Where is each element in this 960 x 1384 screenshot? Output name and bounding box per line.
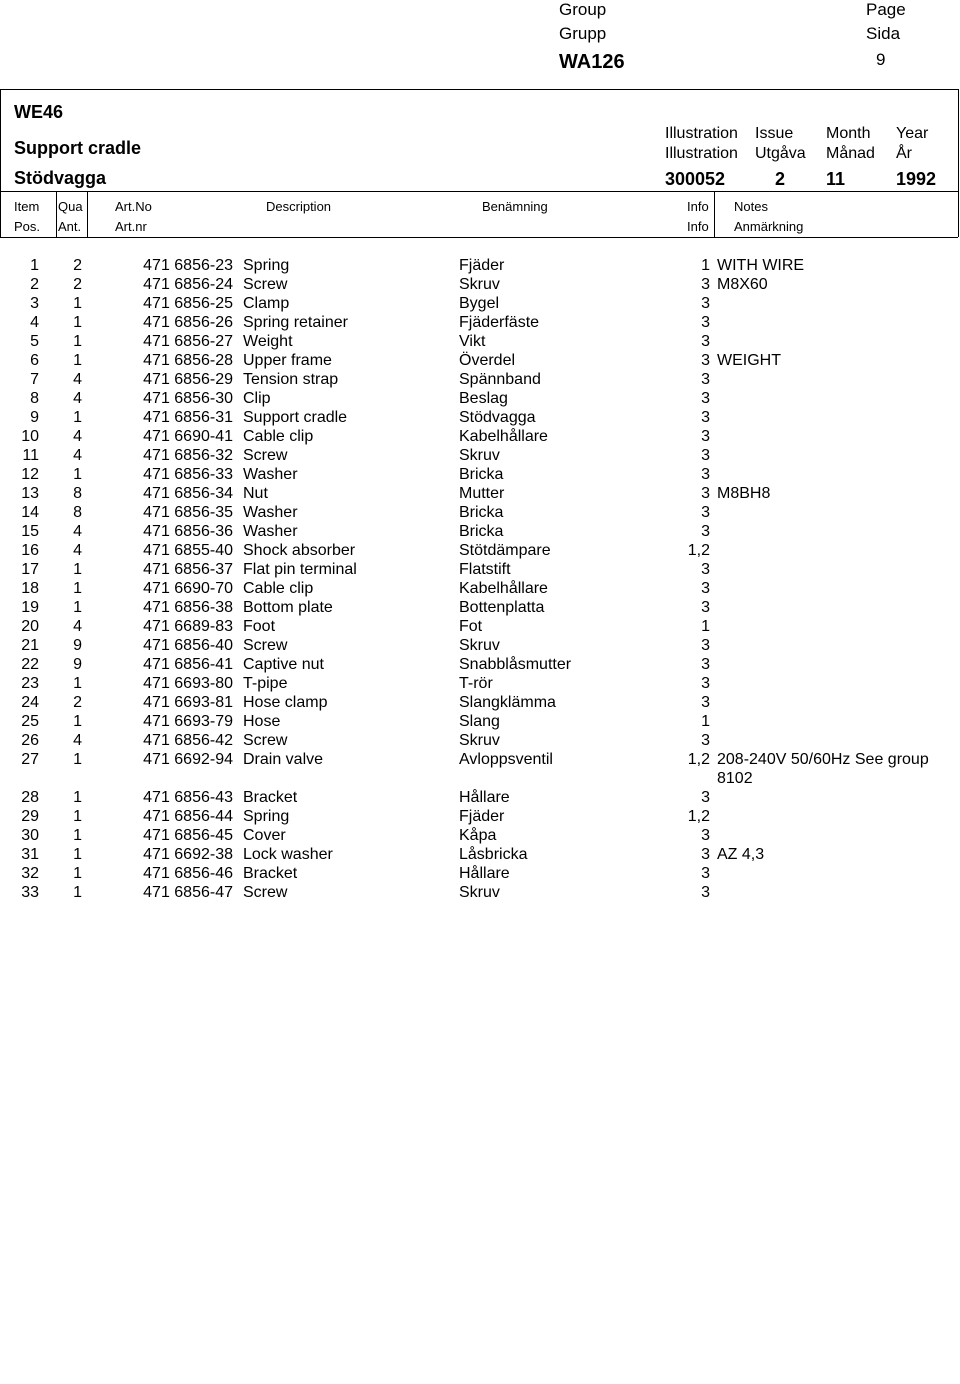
info: 3 xyxy=(701,561,710,578)
article-number: 471 6690-41 xyxy=(143,428,233,445)
description: Bracket xyxy=(243,788,298,806)
quantity: 1 xyxy=(73,826,82,844)
description: Clip xyxy=(243,390,271,407)
benamning: Skruv xyxy=(459,637,500,654)
benamning: Bottenplatta xyxy=(459,599,545,616)
article-number: 471 6856-34 xyxy=(143,485,233,502)
group-label-sv: Grupp xyxy=(559,24,607,43)
info: 1,2 xyxy=(687,807,710,825)
info: 3 xyxy=(701,295,710,312)
item-number: 6 xyxy=(30,352,39,369)
article-number: 471 6856-42 xyxy=(143,732,233,749)
issue-value: 2 xyxy=(775,169,786,189)
year-label-en: Year xyxy=(896,125,929,142)
quantity: 1 xyxy=(73,675,82,692)
item-number: 5 xyxy=(30,333,39,350)
description: Bottom plate xyxy=(243,599,333,616)
block-title-en: Support cradle xyxy=(14,138,142,158)
item-number: 25 xyxy=(21,713,39,730)
article-number: 471 6856-31 xyxy=(143,409,233,426)
note: M8BH8 xyxy=(717,485,771,502)
col-qty-en: Qua xyxy=(58,199,83,214)
info: 3 xyxy=(701,883,710,901)
item-number: 24 xyxy=(21,694,39,711)
description: Lock washer xyxy=(243,845,333,863)
benamning: Spännband xyxy=(459,371,541,388)
item-number: 19 xyxy=(21,599,39,616)
table-row xyxy=(0,256,960,275)
page-label-en: Page xyxy=(866,0,906,19)
table-row xyxy=(0,541,960,560)
item-number: 17 xyxy=(21,561,39,578)
benamning: Fjäderfäste xyxy=(459,314,540,331)
table-row xyxy=(0,693,960,712)
benamning: Skruv xyxy=(459,276,500,293)
quantity: 4 xyxy=(73,447,82,464)
col-item-sv: Pos. xyxy=(14,219,41,234)
article-number: 471 6856-28 xyxy=(143,352,233,369)
description: Screw xyxy=(243,732,288,749)
note: 208-240V 50/60Hz See group 8102 xyxy=(717,751,929,787)
item-number: 28 xyxy=(21,788,39,806)
table-row xyxy=(0,446,960,465)
description: Foot xyxy=(243,618,276,635)
description: Clamp xyxy=(243,295,290,312)
table-row xyxy=(0,731,960,750)
item-number: 31 xyxy=(21,845,39,863)
table-row xyxy=(0,275,960,294)
month-value: 11 xyxy=(826,169,846,189)
benamning: Kabelhållare xyxy=(459,428,548,445)
benamning: Bygel xyxy=(459,295,500,312)
quantity: 4 xyxy=(73,428,82,445)
article-number: 471 6856-23 xyxy=(143,257,233,274)
item-number: 10 xyxy=(21,428,39,445)
benamning: Slangklämma xyxy=(459,694,556,711)
article-number: 471 6856-32 xyxy=(143,447,233,464)
description: Weight xyxy=(243,333,293,350)
info: 3 xyxy=(701,864,710,882)
info: 3 xyxy=(701,656,710,673)
description: Flat pin terminal xyxy=(243,561,357,578)
description: Upper frame xyxy=(243,352,332,369)
quantity: 9 xyxy=(73,656,82,673)
article-number: 471 6856-37 xyxy=(143,561,233,578)
table-row xyxy=(0,465,960,484)
issue-label-sv: Utgåva xyxy=(755,145,806,162)
description: Drain valve xyxy=(243,751,324,768)
article-number: 471 6856-47 xyxy=(143,883,233,901)
quantity: 4 xyxy=(73,618,82,635)
illustration-value: 300052 xyxy=(665,169,726,189)
benamning: Bricka xyxy=(459,466,504,483)
table-row xyxy=(0,313,960,332)
description: Shock absorber xyxy=(243,542,356,559)
quantity: 1 xyxy=(73,713,82,730)
note: WEIGHT xyxy=(717,352,781,369)
table-row xyxy=(0,598,960,617)
article-number: 471 6855-40 xyxy=(143,542,233,559)
year-value: 1992 xyxy=(896,169,937,189)
info: 3 xyxy=(701,352,710,369)
table-row xyxy=(0,503,960,522)
note: AZ 4,3 xyxy=(717,845,765,863)
item-number: 26 xyxy=(21,732,39,749)
item-number: 33 xyxy=(21,883,39,901)
item-number: 11 xyxy=(22,447,39,464)
quantity: 2 xyxy=(73,257,82,274)
quantity: 2 xyxy=(73,694,82,711)
quantity: 1 xyxy=(73,883,82,901)
article-number: 471 6856-44 xyxy=(143,807,233,825)
info: 3 xyxy=(701,826,710,844)
note: WITH WIRE xyxy=(717,257,805,274)
col-divider-notes xyxy=(714,191,715,237)
description: Screw xyxy=(243,276,288,293)
table-row xyxy=(0,560,960,579)
table-row xyxy=(0,826,960,845)
article-number: 471 6856-43 xyxy=(143,788,233,806)
illustration-label-sv: Illustration xyxy=(665,145,738,162)
article-number: 471 6856-25 xyxy=(143,295,233,312)
item-number: 8 xyxy=(30,390,39,407)
benamning: Hållare xyxy=(459,788,510,806)
item-number: 27 xyxy=(21,751,39,768)
benamning: Kabelhållare xyxy=(459,580,548,597)
article-number: 471 6693-80 xyxy=(143,675,233,692)
benamning: Slang xyxy=(459,713,500,730)
table-row xyxy=(0,294,960,313)
article-number: 471 6692-38 xyxy=(143,845,233,863)
month-label-en: Month xyxy=(826,125,871,142)
header-top-rule xyxy=(0,89,958,90)
quantity: 1 xyxy=(73,295,82,312)
parts-table xyxy=(0,256,960,902)
info: 3 xyxy=(701,675,710,692)
article-number: 471 6693-81 xyxy=(143,694,233,711)
table-row xyxy=(0,750,960,788)
header-mid-rule xyxy=(0,191,958,192)
description: Tension strap xyxy=(243,371,339,388)
description: Hose xyxy=(243,713,281,730)
info: 3 xyxy=(701,333,710,350)
description: Spring xyxy=(243,257,290,274)
col-notes-sv: Anmärkning xyxy=(734,219,804,234)
info: 3 xyxy=(701,466,710,483)
block-title-sv: Stödvagga xyxy=(14,168,107,188)
quantity: 9 xyxy=(73,637,82,654)
benamning: Fjäder xyxy=(459,257,505,274)
col-art-en: Art.No xyxy=(115,199,152,214)
benamning: Bricka xyxy=(459,504,504,521)
article-number: 471 6856-45 xyxy=(143,826,233,844)
description: Screw xyxy=(243,883,288,901)
page-label-sv: Sida xyxy=(866,24,901,43)
description: T-pipe xyxy=(243,675,288,692)
table-row xyxy=(0,370,960,389)
item-number: 4 xyxy=(30,314,39,331)
benamning: Skruv xyxy=(459,732,500,749)
benamning: Flatstift xyxy=(459,561,511,578)
info: 3 xyxy=(701,428,710,445)
table-row xyxy=(0,427,960,446)
info: 3 xyxy=(701,409,710,426)
item-number: 15 xyxy=(21,523,39,540)
quantity: 1 xyxy=(73,864,82,882)
item-number: 3 xyxy=(30,295,39,312)
benamning: Snabblåsmutter xyxy=(459,656,572,673)
article-number: 471 6693-79 xyxy=(143,713,233,730)
description: Cable clip xyxy=(243,580,314,597)
article-number: 471 6856-40 xyxy=(143,637,233,654)
description: Washer xyxy=(243,466,298,483)
description: Hose clamp xyxy=(243,694,328,711)
item-number: 7 xyxy=(30,371,39,388)
description: Support cradle xyxy=(243,409,348,426)
col-notes-en: Notes xyxy=(734,199,768,214)
col-divider-art xyxy=(87,191,88,237)
col-info-sv: Info xyxy=(687,219,709,234)
table-row xyxy=(0,864,960,883)
table-row xyxy=(0,522,960,541)
benamning: Fjäder xyxy=(459,807,505,825)
quantity: 1 xyxy=(73,561,82,578)
description: Spring retainer xyxy=(243,314,348,331)
info: 3 xyxy=(701,637,710,654)
quantity: 1 xyxy=(73,466,82,483)
quantity: 8 xyxy=(73,504,82,521)
description: Captive nut xyxy=(243,656,324,673)
quantity: 1 xyxy=(73,352,82,369)
table-row xyxy=(0,389,960,408)
benamning: Stödvagga xyxy=(459,409,536,426)
benamning: Mutter xyxy=(459,485,505,502)
info: 3 xyxy=(701,276,710,293)
info: 3 xyxy=(701,845,710,863)
page-value: 9 xyxy=(876,50,886,69)
benamning: Skruv xyxy=(459,883,500,901)
group-label-en: Group xyxy=(559,0,607,19)
benamning: Överdel xyxy=(459,352,516,369)
article-number: 471 6856-46 xyxy=(143,864,233,882)
table-row xyxy=(0,408,960,427)
article-number: 471 6856-27 xyxy=(143,333,233,350)
item-number: 14 xyxy=(21,504,39,521)
benamning: Kåpa xyxy=(459,826,497,844)
article-number: 471 6856-41 xyxy=(143,656,233,673)
item-number: 29 xyxy=(21,807,39,825)
header-bottom-rule xyxy=(0,237,958,238)
description: Screw xyxy=(243,637,288,654)
info: 3 xyxy=(701,580,710,597)
table-row xyxy=(0,845,960,864)
description: Cable clip xyxy=(243,428,314,445)
table-row xyxy=(0,674,960,693)
quantity: 4 xyxy=(73,371,82,388)
benamning: Stötdämpare xyxy=(459,542,551,559)
item-number: 9 xyxy=(30,409,39,426)
quantity: 1 xyxy=(73,333,82,350)
table-row xyxy=(0,655,960,674)
info: 3 xyxy=(701,314,710,331)
table-row xyxy=(0,579,960,598)
article-number: 471 6856-30 xyxy=(143,390,233,407)
item-number: 18 xyxy=(21,580,39,597)
info: 1,2 xyxy=(687,751,710,768)
col-info-en: Info xyxy=(687,199,709,214)
description: Cover xyxy=(243,826,286,844)
item-number: 22 xyxy=(21,656,39,673)
description: Washer xyxy=(243,523,298,540)
description: Washer xyxy=(243,504,298,521)
info: 3 xyxy=(701,504,710,521)
benamning: Låsbricka xyxy=(459,845,528,863)
info: 3 xyxy=(701,371,710,388)
item-number: 30 xyxy=(21,826,39,844)
quantity: 1 xyxy=(73,580,82,597)
item-number: 20 xyxy=(21,618,39,635)
table-row xyxy=(0,883,960,902)
benamning: Beslag xyxy=(459,390,508,407)
col-art-sv: Art.nr xyxy=(115,219,147,234)
info: 3 xyxy=(701,732,710,749)
group-value: WA126 xyxy=(559,51,625,73)
item-number: 21 xyxy=(21,637,39,654)
description: Screw xyxy=(243,447,288,464)
table-row xyxy=(0,788,960,807)
quantity: 1 xyxy=(73,807,82,825)
info: 3 xyxy=(701,390,710,407)
description: Bracket xyxy=(243,864,298,882)
quantity: 1 xyxy=(73,751,82,768)
benamning: Bricka xyxy=(459,523,504,540)
year-label-sv: År xyxy=(896,145,912,162)
month-label-sv: Månad xyxy=(826,145,875,162)
article-number: 471 6856-35 xyxy=(143,504,233,521)
col-divider-qty xyxy=(56,191,57,237)
quantity: 4 xyxy=(73,523,82,540)
note: M8X60 xyxy=(717,276,768,293)
col-item-en: Item xyxy=(14,199,40,214)
article-number: 471 6856-36 xyxy=(143,523,233,540)
item-number: 13 xyxy=(21,485,39,502)
table-row xyxy=(0,332,960,351)
item-number: 2 xyxy=(30,276,39,293)
quantity: 1 xyxy=(73,845,82,863)
col-desc-en: Description xyxy=(266,199,332,214)
illustration-label-en: Illustration xyxy=(665,125,738,142)
table-row xyxy=(0,712,960,731)
quantity: 1 xyxy=(73,314,82,331)
quantity: 4 xyxy=(73,732,82,749)
header-right-rule xyxy=(958,89,959,237)
info: 1,2 xyxy=(687,542,710,559)
article-number: 471 6856-33 xyxy=(143,466,233,483)
article-number: 471 6689-83 xyxy=(143,618,233,635)
benamning: T-rör xyxy=(459,675,493,692)
issue-label-en: Issue xyxy=(755,125,794,142)
block-code: WE46 xyxy=(14,102,64,122)
table-row xyxy=(0,484,960,503)
col-qty-sv: Ant. xyxy=(58,219,82,234)
item-number: 32 xyxy=(21,864,39,882)
quantity: 4 xyxy=(73,390,82,407)
table-row xyxy=(0,807,960,826)
info: 3 xyxy=(701,599,710,616)
benamning: Vikt xyxy=(459,333,486,350)
article-number: 471 6856-24 xyxy=(143,276,233,293)
article-number: 471 6690-70 xyxy=(143,580,233,597)
info: 1 xyxy=(701,618,710,635)
description: Nut xyxy=(243,485,268,502)
quantity: 2 xyxy=(73,276,82,293)
info: 3 xyxy=(701,694,710,711)
item-number: 23 xyxy=(21,675,39,692)
info: 1 xyxy=(701,713,710,730)
info: 3 xyxy=(701,523,710,540)
quantity: 1 xyxy=(73,409,82,426)
info: 1 xyxy=(701,257,710,274)
table-row xyxy=(0,617,960,636)
benamning: Skruv xyxy=(459,447,500,464)
header-left-rule xyxy=(0,89,1,237)
table-row xyxy=(0,636,960,655)
item-number: 16 xyxy=(21,542,39,559)
benamning: Fot xyxy=(459,618,483,635)
info: 3 xyxy=(701,788,710,806)
article-number: 471 6856-38 xyxy=(143,599,233,616)
table-row xyxy=(0,351,960,370)
item-number: 12 xyxy=(21,466,39,483)
article-number: 471 6692-94 xyxy=(143,751,233,768)
info: 3 xyxy=(701,485,710,502)
item-number: 1 xyxy=(30,257,39,274)
quantity: 1 xyxy=(73,788,82,806)
benamning: Hållare xyxy=(459,864,510,882)
info: 3 xyxy=(701,447,710,464)
article-number: 471 6856-26 xyxy=(143,314,233,331)
benamning: Avloppsventil xyxy=(459,751,553,768)
quantity: 1 xyxy=(73,599,82,616)
description: Spring xyxy=(243,807,290,825)
col-ben-sv: Benämning xyxy=(482,199,548,214)
quantity: 4 xyxy=(73,542,82,559)
article-number: 471 6856-29 xyxy=(143,371,233,388)
quantity: 8 xyxy=(73,485,82,502)
